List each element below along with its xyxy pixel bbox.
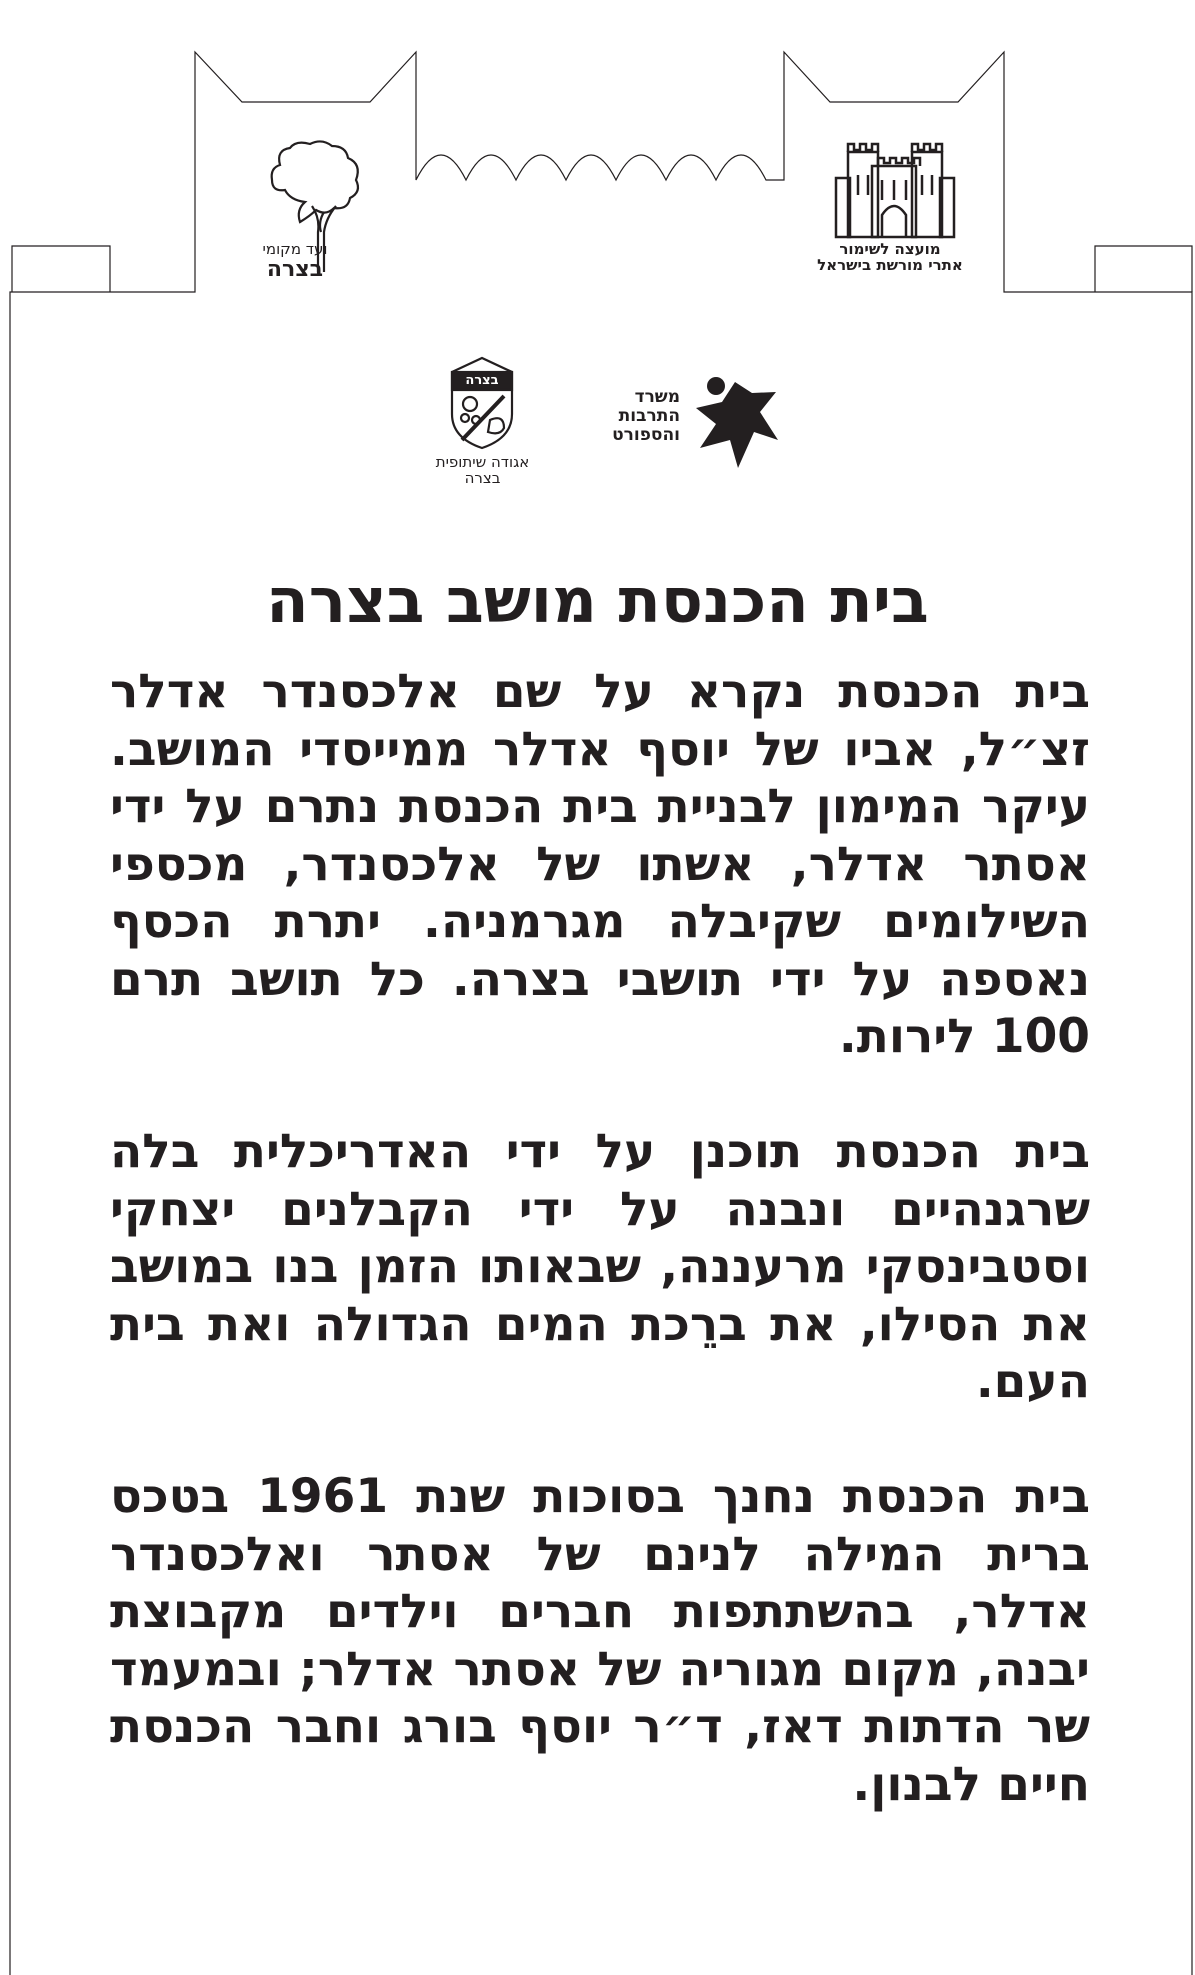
- page-title: בית הכנסת מושב בצרה: [266, 564, 929, 637]
- cooperative-line1: אגודה שיתופית: [435, 453, 530, 471]
- cooperative-line2: בצרה: [464, 468, 501, 487]
- culture-ministry-line2: התרבות: [618, 406, 680, 426]
- paragraph-naming: בית הכנסת נקרא על שם אלכסנדר אדלר זצ״ל, אביו של יוסף אדלר ממייסדי המושב. עיקר המימון לבניית בית הכנסת נתרם על ידי אסתר אדלר, אשתו של אלכסנדר, מכספי השילומים שקיבלה מגרמניה. יתרת הכסף נאספה על ידי תושבי בצרה. כל תושב תרם 100 לירות.: [110, 664, 1090, 1064]
- body-text: [110, 663, 1090, 1813]
- star-figure-icon: [696, 377, 778, 468]
- heritage-council-logo: [800, 242, 980, 274]
- heritage-council-line2: אתרי מורשת בישראל: [817, 255, 963, 274]
- culture-ministry-logo: [600, 388, 680, 445]
- culture-ministry-line1: משרד: [634, 387, 680, 407]
- local-committee-logo: [240, 242, 350, 281]
- castle-icon: [836, 144, 954, 237]
- heritage-council-line1: מועצה לשימור: [839, 240, 941, 258]
- paragraph-architecture: בית הכנסת תוכנן על ידי האדריכלית בלה שרגנהיים ונבנה על ידי הקבלנים יצחקי וסטבינסקי מרעננה, שבאותו הזמן בנו במושב את הסילו, את ברֵכת המים הגדולה ואת בית העם.: [110, 1124, 1090, 1409]
- cooperative-emblem-text: בצרה: [465, 373, 499, 388]
- culture-ministry-line3: והספורט: [612, 425, 680, 445]
- cooperative-logo: [410, 455, 555, 487]
- paragraph-inauguration: בית הכנסת נחנך בסוכות שנת 1961 בטכס ברית המילה לנינם של אסתר ואלכסנדר אדלר, בהשתתפות חברים וילדים מקבוצת יבנה, מקום מגוריה של אסתר אדלר; ובמעמד שר הדתות דאז, ד״ר יוסף בורג וחבר הכנסת חיים לבנון.: [110, 1469, 1090, 1812]
- local-committee-line1: ועד מקומי: [262, 240, 328, 258]
- local-committee-line2: בצרה: [266, 256, 324, 282]
